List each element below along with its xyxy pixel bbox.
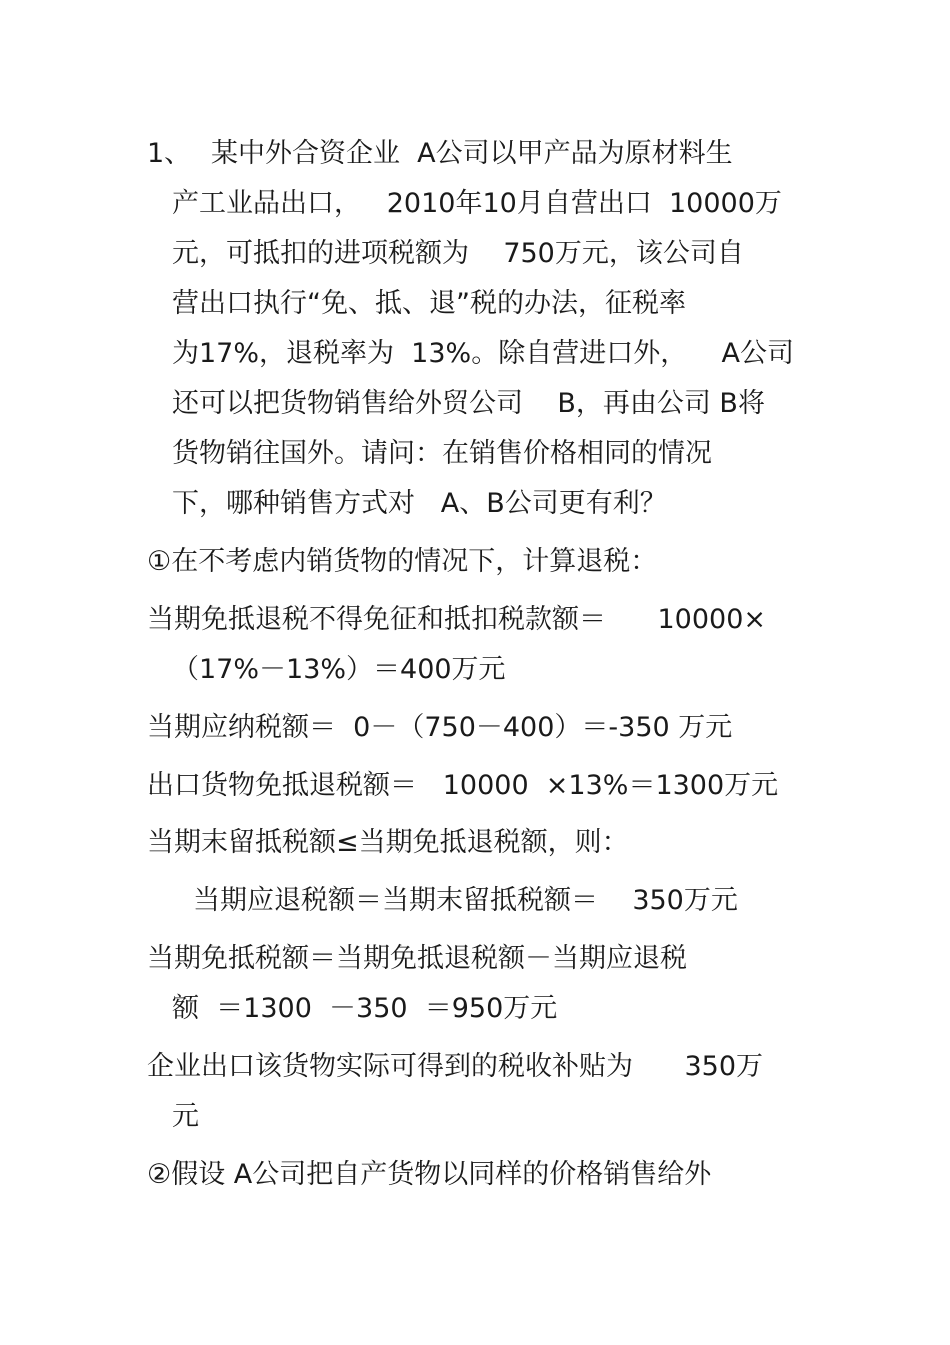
question-line-7: 货物销往国外。请问：在销售价格相同的情况 [172,438,712,469]
question-line-5: 为17%，退税率为 13%。除自营进口外， A公司 [172,338,794,369]
question-line-1: 某中外合资企业 A公司以甲产品为原材料生 [211,138,733,169]
part1-line-2: （17%－13%）＝400万元 [172,654,506,685]
question-number: 1、 [147,138,192,169]
part1-line-8: 额 ＝1300 －350 ＝950万元 [172,993,558,1024]
part1-line-3: 当期应纳税额＝ 0－（750－400）＝-350 万元 [147,712,733,743]
part1-line-4: 出口货物免抵退税额＝ 10000 ×13%＝1300万元 [147,770,779,801]
question-line-4: 营出口执行“免、抵、退”税的办法，征税率 [172,288,686,319]
question-line-3: 元，可抵扣的进项税额为 750万元，该公司自 [172,238,744,269]
part2-heading: ②假设 A公司把自产货物以同样的价格销售给外 [147,1159,712,1190]
part1-line-1: 当期免抵退税不得免征和抵扣税款额＝ 10000× [147,604,767,635]
part1-line-5: 当期末留抵税额≤当期免抵退税额，则： [147,827,629,858]
part1-line-9: 企业出口该货物实际可得到的税收补贴为 350万 [147,1051,764,1082]
part1-line-10: 元 [172,1101,199,1132]
part1-line-7: 当期免抵税额＝当期免抵退税额－当期应退税 [147,943,687,974]
question-line-6: 还可以把货物销售给外贸公司 B，再由公司 B将 [172,388,765,419]
question-line-8: 下，哪种销售方式对 A、B公司更有利？ [172,488,667,519]
part1-heading: ①在不考虑内销货物的情况下，计算退税： [147,546,658,577]
question-line-2: 产工业品出口， 2010年10月自营出口 10000万 [172,188,782,219]
part1-line-6: 当期应退税额＝当期末留抵税额＝ 350万元 [193,885,738,916]
